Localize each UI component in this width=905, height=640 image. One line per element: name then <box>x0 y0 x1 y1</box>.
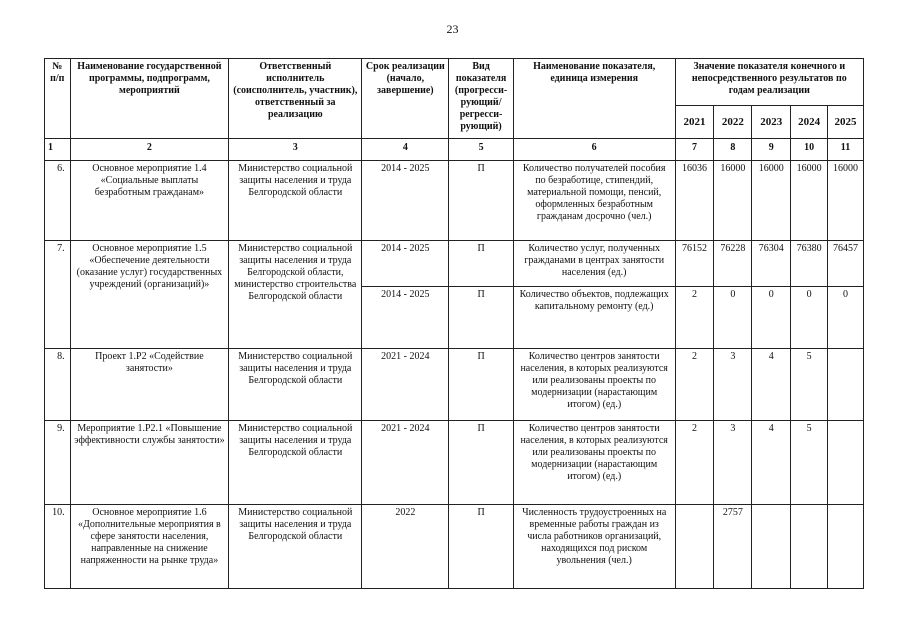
column-number: 1 <box>45 139 71 161</box>
row-number: 6. <box>45 161 71 241</box>
value-2024: 16000 <box>791 161 828 241</box>
value-2021: 2 <box>675 349 714 421</box>
value-2022: 2757 <box>714 505 752 589</box>
indicator-name: Количество центров занятости населения, в которых реализуются или реализованы проекты по модернизации (нарастающим итогом) (ед.) <box>513 349 675 421</box>
value-2023: 4 <box>752 421 791 505</box>
table-row <box>45 505 864 589</box>
column-number: 10 <box>791 139 828 161</box>
indicator-name: Количество объектов, подлежащих капитальному ремонту (ед.) <box>513 287 675 349</box>
implementation-period: 2014 - 2025 <box>362 161 449 241</box>
header-period: Срок реализации (начало, завершение) <box>362 59 449 139</box>
value-2025 <box>828 505 864 589</box>
row-number: 7. <box>45 241 71 349</box>
responsible-executor: Министерство социальной защиты населения и труда Белгородской области <box>229 349 362 421</box>
header-year: 2021 <box>675 106 714 139</box>
column-number: 2 <box>70 139 229 161</box>
measure-name: Основное мероприятие 1.6 «Дополнительные мероприятия в сфере занятости населения, направленные на снижение напряженности на рынке труда» <box>70 505 229 589</box>
column-number: 3 <box>229 139 362 161</box>
indicator-name: Количество услуг, полученных гражданами в центрах занятости населения (ед.) <box>513 241 675 287</box>
header-indicator: Наименование показателя, единица измерения <box>513 59 675 139</box>
value-2023 <box>752 505 791 589</box>
value-2021 <box>675 505 714 589</box>
column-number: 9 <box>752 139 791 161</box>
measure-name: Основное мероприятие 1.5 «Обеспечение деятельности (оказание услуг) государственных учреждений (организаций)» <box>70 241 229 349</box>
column-number: 6 <box>513 139 675 161</box>
responsible-executor: Министерство социальной защиты населения и труда Белгородской области, министерство строительства Белгородской области <box>229 241 362 349</box>
indicator-type: П <box>449 287 513 349</box>
header-year: 2024 <box>791 106 828 139</box>
header-values: Значение показателя конечного и непосредственного результатов по годам реализации <box>675 59 863 106</box>
indicator-name: Количество центров занятости населения, в которых реализуются или реализованы проекты по модернизации (нарастающим итогом) (ед.) <box>513 421 675 505</box>
indicator-type: П <box>449 505 513 589</box>
value-2023: 16000 <box>752 161 791 241</box>
header-year: 2025 <box>828 106 864 139</box>
table-row <box>45 421 864 505</box>
value-2024: 5 <box>791 421 828 505</box>
measure-name: Проект 1.Р2 «Содействие занятости» <box>70 349 229 421</box>
indicators-table <box>44 58 864 589</box>
implementation-period: 2021 - 2024 <box>362 349 449 421</box>
column-numbers-row <box>45 139 864 161</box>
value-2025 <box>828 349 864 421</box>
value-2022: 3 <box>714 349 752 421</box>
row-number: 8. <box>45 349 71 421</box>
column-number: 5 <box>449 139 513 161</box>
implementation-period: 2014 - 2025 <box>362 241 449 287</box>
implementation-period: 2014 - 2025 <box>362 287 449 349</box>
indicator-name: Численность трудоустроенных на временные работы граждан из числа работников организаций, находящихся под риском увольнения (чел.) <box>513 505 675 589</box>
value-2022: 76228 <box>714 241 752 287</box>
value-2022: 3 <box>714 421 752 505</box>
value-2021: 2 <box>675 287 714 349</box>
table-row <box>45 241 864 287</box>
header-executor: Ответственный исполнитель (соисполнитель, участник), ответственный за реализацию <box>229 59 362 139</box>
header-no: № п/п <box>45 59 71 139</box>
implementation-period: 2021 - 2024 <box>362 421 449 505</box>
indicator-type: П <box>449 421 513 505</box>
indicator-name: Количество получателей пособия по безработице, стипендий, материальной помощи, пенсий, оформленных безработным гражданам досрочно (чел.) <box>513 161 675 241</box>
header-year: 2023 <box>752 106 791 139</box>
value-2024 <box>791 505 828 589</box>
value-2023: 4 <box>752 349 791 421</box>
value-2022: 0 <box>714 287 752 349</box>
value-2023: 0 <box>752 287 791 349</box>
value-2023: 76304 <box>752 241 791 287</box>
table-row <box>45 349 864 421</box>
measure-name: Основное мероприятие 1.4 «Социальные выплаты безработным гражданам» <box>70 161 229 241</box>
value-2025: 0 <box>828 287 864 349</box>
value-2022: 16000 <box>714 161 752 241</box>
column-number: 8 <box>714 139 752 161</box>
page-number: 23 <box>446 22 459 36</box>
value-2021: 2 <box>675 421 714 505</box>
measure-name: Мероприятие 1.Р2.1 «Повышение эффективности службы занятости» <box>70 421 229 505</box>
value-2025: 16000 <box>828 161 864 241</box>
table-row <box>45 161 864 241</box>
value-2021: 16036 <box>675 161 714 241</box>
column-number: 4 <box>362 139 449 161</box>
responsible-executor: Министерство социальной защиты населения и труда Белгородской области <box>229 421 362 505</box>
value-2024: 5 <box>791 349 828 421</box>
responsible-executor: Министерство социальной защиты населения и труда Белгородской области <box>229 505 362 589</box>
indicator-type: П <box>449 161 513 241</box>
value-2025: 76457 <box>828 241 864 287</box>
row-number: 10. <box>45 505 71 589</box>
value-2024: 0 <box>791 287 828 349</box>
value-2021: 76152 <box>675 241 714 287</box>
header-type: Вид показателя (прогресси-рующий/ регресси-рующий) <box>449 59 513 139</box>
value-2024: 76380 <box>791 241 828 287</box>
responsible-executor: Министерство социальной защиты населения и труда Белгородской области <box>229 161 362 241</box>
header-name: Наименование государственной программы, подпрограмм, мероприятий <box>70 59 229 139</box>
implementation-period: 2022 <box>362 505 449 589</box>
indicator-type: П <box>449 349 513 421</box>
column-number: 11 <box>828 139 864 161</box>
header-year: 2022 <box>714 106 752 139</box>
column-number: 7 <box>675 139 714 161</box>
row-number: 9. <box>45 421 71 505</box>
indicator-type: П <box>449 241 513 287</box>
value-2025 <box>828 421 864 505</box>
